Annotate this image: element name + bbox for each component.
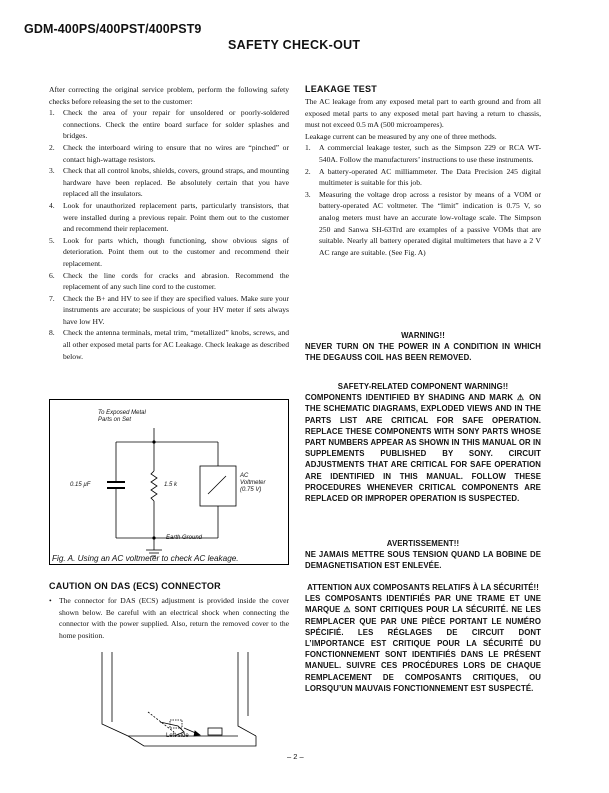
page-title: SAFETY CHECK-OUT (228, 38, 361, 52)
monitor-left-edge (102, 652, 128, 736)
warning-text: COMPONENTS IDENTIFIED BY SHADING AND MARK ⚠ ON THE SCHEMATIC DIAGRAMS, EXPLODED VIEWS AND IN THE PARTS LIST ARE CRITICAL FOR SAFE OPERATION. REPLACE THESE COMPONENTS WITH SONY PARTS WHOSE PART NUMBERS APPEAR AS SHOWN IN THIS MANUAL OR IN SUPPLEMENTS PUBLISHED BY SONY. CIRCUIT ADJUSTMENTS THAT ARE CRITICAL FOR SAFE OPERATION ARE IDENTIFIED IN THIS MANUAL. FOLLOW THESE PROCEDURES WHENEVER CRITICAL COMPONENTS ARE REPLACED OR IMPROPER OPERATION IS SUSPECTED. (305, 393, 541, 504)
list-item: 1. Check the area of your repair for unsoldered or poorly-soldered connections. Check the entire board surface for solder splashes and bridges. (49, 108, 289, 141)
caution-heading: CAUTION ON DAS (ECS) CONNECTOR (49, 581, 221, 591)
list-item: 2. A battery-operated AC milliammeter. The Data Precision 245 digital multimeter is suitable for this job. (305, 166, 541, 188)
warning-text: LES COMPOSANTS IDENTIFIÉS PAR UNE TRAME ET UNE MARQUE ⚠ SONT CRITIQUES POUR LA SÉCURITÉ. NE LES REMPLACER QUE PAR UNE PIÈCE PORTANT LE NUMÉRO SPÉCIFIÉ. LES RÉGLAGES DE CIRCUIT DONT L’IMPORTANCE EST CRITIQUE POUR LA SÉCURITÉ DU FONCTIONNEMENT SONT IDENTIFIÉS DANS LE PRÉSENT MANUEL. SUIVRE CES PROCÉDURES LORS DE CHAQUE REMPLACEMENT DE COMPOSANTS CRITIQUES, OU LORSQU’UN MAUVAIS FONCTIONNEMENT EST SUSPECTÉ. (305, 594, 541, 693)
list-item: 3. Measuring the voltage drop across a resistor by means of a VOM or battery-operated AC voltmeter. The “limit” indication is 0.75 V, so analog meters must have an accurate low-voltage scale. The Simpson 250 and Sanwa SH-63Trd are examples of a passive VOMs that are suitable. Nearly all battery operated digital multimeters that have a 2 V AC range are suitable. (See Fig. A) (305, 189, 541, 257)
arrow-icon (194, 731, 200, 736)
figure-caption: Fig. A. Using an AC voltmeter to check AC leakage. (52, 554, 239, 563)
safety-check-list (49, 107, 289, 362)
page-number: – 2 – (287, 752, 304, 761)
voltmeter (200, 466, 236, 506)
warning-title: AVERTISSEMENT!! (386, 539, 460, 548)
probe-label-2: Parts on Set (98, 417, 132, 423)
leakage-heading: LEAKAGE TEST (305, 84, 377, 94)
removed-cover (208, 728, 222, 735)
node-dot (152, 536, 155, 539)
probe-label: To Exposed Metal (98, 410, 146, 416)
list-item: 2. Check the interboard wiring to ensure that no wires are “pinched” or contact high-wattage resistors. (49, 142, 289, 164)
monitor-right-edge (238, 652, 256, 736)
safety-component-warning (305, 381, 541, 504)
list-item: 4. Look for unauthorized replacement parts, particularly transistors, that were installed during a previous repair. Point them out to the customer and recommend their replacement. (49, 200, 289, 234)
list-item: 8. Check the antenna terminals, metal trim, “metallized” knobs, screws, and all other exposed metal parts for AC Leakage. Check leakage as described below. (49, 328, 289, 361)
capacitor-label: 0.15 µF (70, 482, 91, 488)
warning-title: ATTENTION AUX COMPOSANTS RELATIFS À LA SÉCURITÉ!! (307, 583, 539, 592)
list-item: 1. A commercial leakage tester, such as the Simpson 229 or RCA WT-540A. Follow the manufacturers’ instructions to use these instruments. (305, 143, 541, 164)
leakage-method-list (305, 142, 541, 258)
list-item: • The connector for DAS (ECS) adjustment is provided inside the cover shown below. Be careful with an electrical shock when connecting the connector with the power supplied. Also, return the removed cover to the home position. (49, 596, 289, 640)
safety-checks-section (49, 84, 289, 362)
connector-cover (170, 720, 182, 728)
node-dot (152, 440, 155, 443)
ground-label: Earth Ground (166, 535, 203, 541)
model-number: GDM-400PS/400PST/400PST9 (24, 22, 202, 36)
resistor (151, 471, 157, 501)
french-safety-warning (305, 582, 541, 694)
degauss-warning (305, 330, 541, 364)
warning-title: WARNING!! (401, 331, 445, 340)
meter-label-3: (0.75 V) (240, 487, 262, 493)
caution-list (49, 595, 289, 641)
list-item: 7. Check the B+ and HV to see if they are specified values. Make sure your instruments are accurate; be suspicious of your HV meter if sets always have low HV. (49, 293, 289, 326)
leakage-methods-intro: Leakage current can be measured by any one of three methods. (305, 131, 497, 141)
leakage-paragraph: The AC leakage from any exposed metal part to earth ground and from all exposed metal parts to any exposed metal part having a return to chassis, must not exceed 0.5 mA (500 microamperes). (305, 97, 541, 130)
warning-text: NE JAMAIS METTRE SOUS TENSION QUAND LA BOBINE DE DEMAGNETISATION EST ENLEVÉE. (305, 550, 541, 571)
list-item: 6. Check the line cords for cracks and abrasion. Recommend the replacement of any such line cord to the customer. (49, 270, 289, 292)
resistor-label: 1.5 k (164, 482, 178, 488)
figure-a-leakage-circuit (49, 399, 289, 565)
warning-title: SAFETY-RELATED COMPONENT WARNING!! (337, 382, 509, 391)
warning-text: NEVER TURN ON THE POWER IN A CONDITION IN WHICH THE DEGAUSS COIL HAS BEEN REMOVED. (305, 342, 541, 363)
list-item: 5. Look for parts which, though functioning, show obvious signs of deterioration. Point them out to the customer and recommend their replacement. (49, 235, 289, 268)
list-item: 3. Check that all control knobs, shields, covers, ground straps, and mounting hardware have been replaced. Be absolutely certain that you have replaced all the insulators. (49, 166, 289, 199)
meter-label-1: AC (240, 473, 249, 479)
meter-label-2: Voltmeter (240, 480, 266, 486)
capacitor (107, 482, 125, 488)
illustration-label: Left side (166, 733, 189, 739)
meter-needle (208, 476, 226, 494)
leakage-test-section (305, 84, 541, 258)
intro-paragraph: After correcting the original service problem, perform the following safety checks before releasing the set to the customer: (49, 85, 289, 106)
french-degauss-warning (305, 538, 541, 572)
